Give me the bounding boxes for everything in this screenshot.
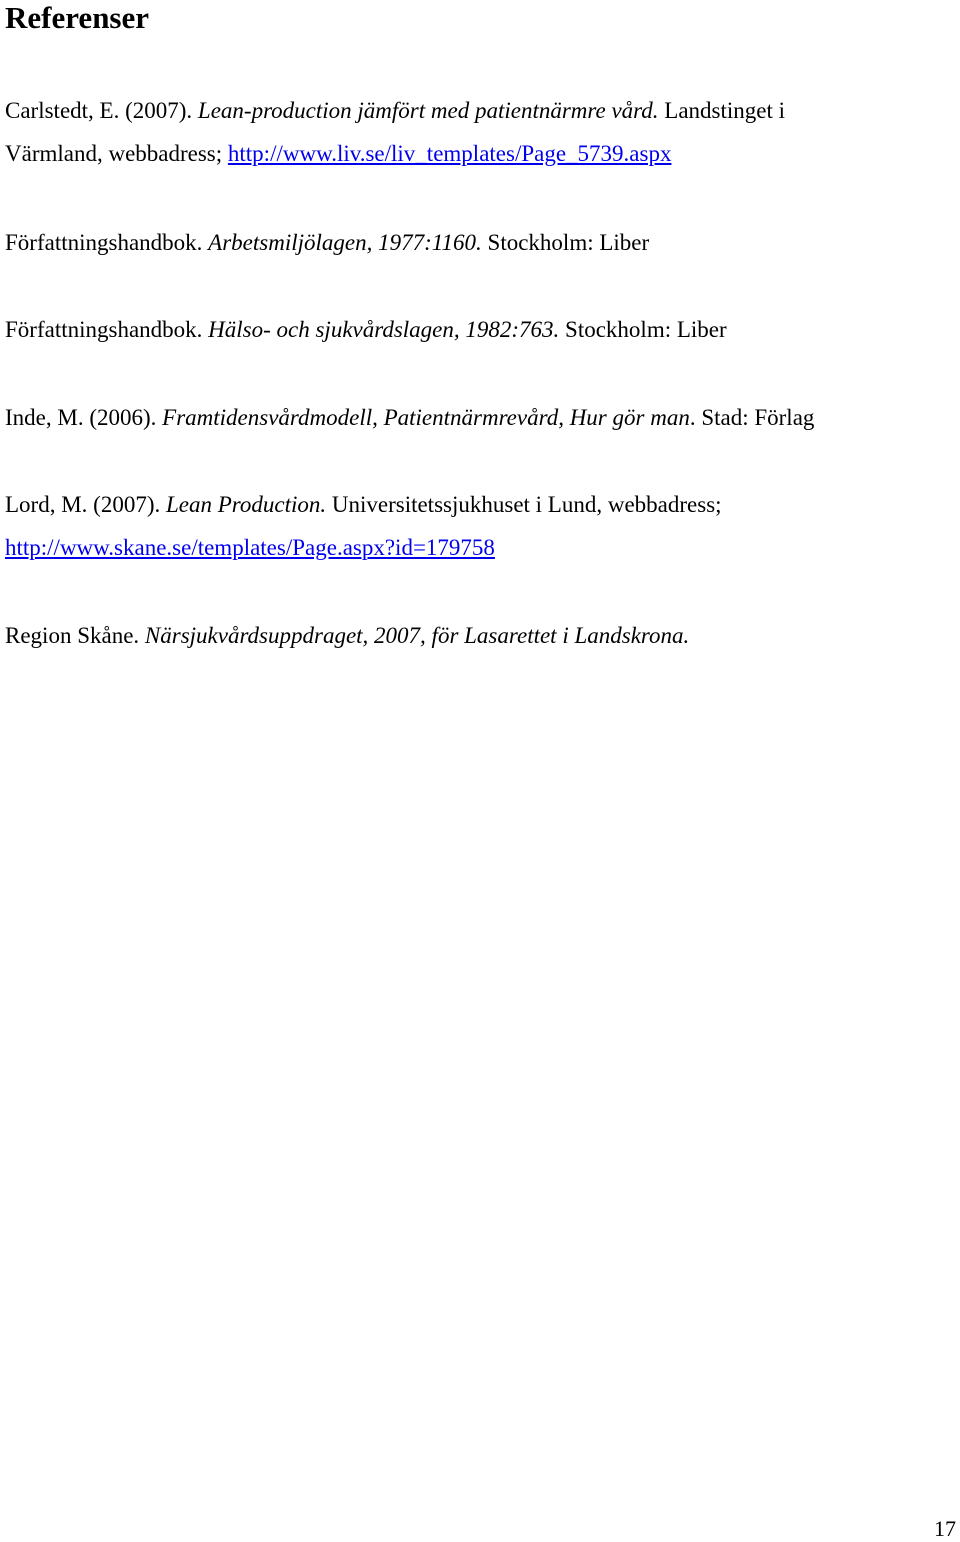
reference-continuation: Värmland, webbadress; xyxy=(5,141,228,166)
reference-url-link[interactable]: http://www.liv.se/liv_templates/Page_5739.aspx xyxy=(227,141,672,166)
reference-inde xyxy=(5,396,950,439)
reference-author: Författningshandbok. xyxy=(5,230,209,255)
reference-halso-sjukvardslagen xyxy=(5,308,950,351)
reference-author: Region Skåne. xyxy=(5,623,145,648)
reference-publisher: Landstinget i xyxy=(658,98,785,123)
reference-title: Lean Production. xyxy=(165,492,327,517)
page-heading: Referenser xyxy=(5,0,150,35)
reference-title: Närsjukvårdsuppdraget, 2007, för Lasarettet i Landskrona. xyxy=(144,623,690,648)
reference-title: Lean-production jämfört med patientnärmre vård. xyxy=(197,98,659,123)
reference-region-skane xyxy=(5,614,950,657)
reference-author: Författningshandbok. xyxy=(5,317,209,342)
reference-title: Hälso- och sjukvårdslagen, 1982:763. xyxy=(208,317,560,342)
reference-author: Carlstedt, E. (2007). xyxy=(5,98,198,123)
page-number: 17 xyxy=(934,1516,956,1541)
reference-title: Arbetsmiljölagen, 1977:1160. xyxy=(208,230,482,255)
reference-url-link[interactable]: http://www.skane.se/templates/Page.aspx?id=179758 xyxy=(5,535,495,560)
reference-publisher: Stockholm: Liber xyxy=(481,230,650,255)
reference-arbetsmiljolagen xyxy=(5,221,950,264)
reference-author: Lord, M. (2007). xyxy=(5,492,166,517)
reference-publisher: Stockholm: Liber xyxy=(559,317,727,342)
reference-lord xyxy=(5,483,950,569)
reference-publisher: Universitetssjukhuset i Lund, webbadress; xyxy=(326,492,722,517)
reference-title: Framtidensvårdmodell, Patientnärmrevård, Hur gör man xyxy=(162,405,690,430)
reference-author: Inde, M. (2006). xyxy=(5,405,163,430)
reference-carlstedt xyxy=(5,89,950,175)
reference-publisher: . Stad: Förlag xyxy=(689,405,815,430)
